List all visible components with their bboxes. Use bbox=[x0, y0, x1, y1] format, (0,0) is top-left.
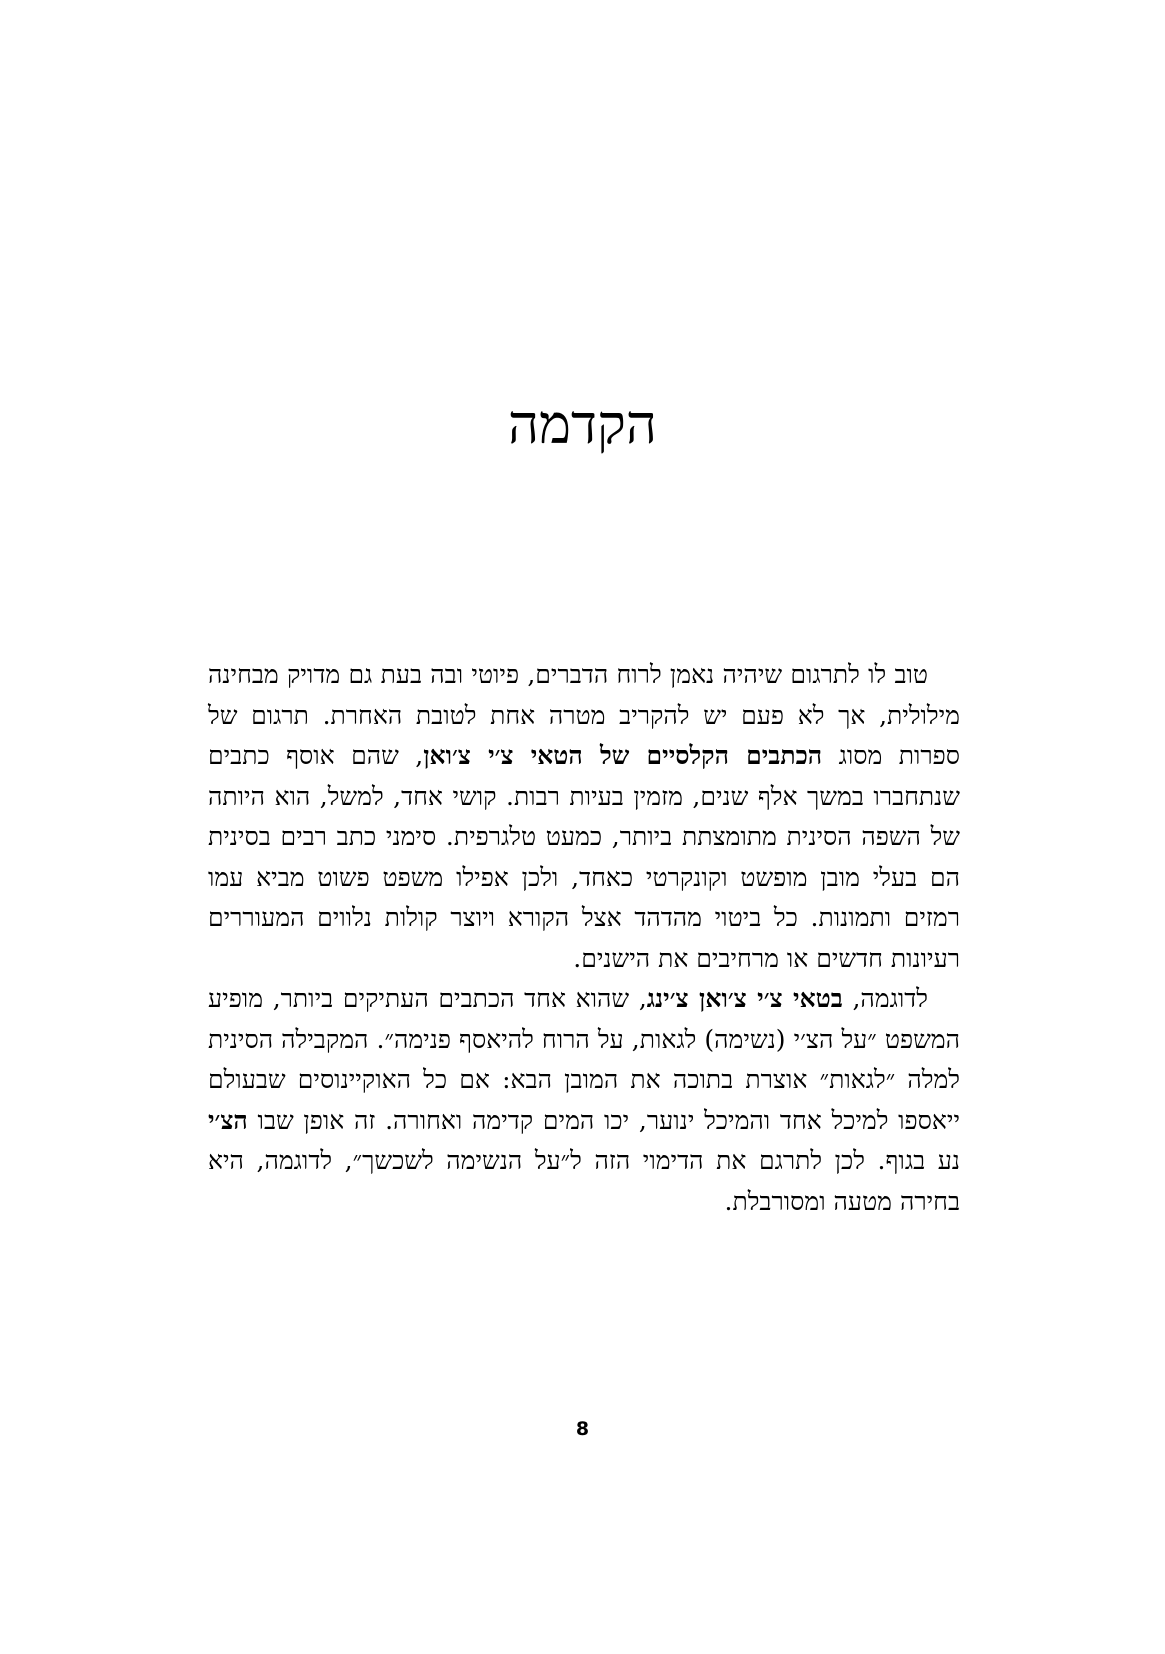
paragraph-1-bold-term: הכתבים הקלסיים של הטאי צ׳י צ׳ואן bbox=[423, 741, 823, 770]
paragraph-2-text-1: לדוגמה, bbox=[842, 984, 928, 1013]
paragraph-2-text-2: , שהוא אחד הכתבים העתיקים ביותר, מופיע המשפט ״על הצ׳י (נשימה) לגאות, על הרוח להיאסף פנימה״. המקבילה הסינית למלה ״לגאות״ אוצרת בתוכה את המובן הבא: אם כל האוקיינוסים שבעולם ייאספו למיכל אחד והמיכל ינוער, יכו המים קדימה ואחורה. זה אופן שבו bbox=[208, 984, 960, 1135]
page-title: הקדמה bbox=[507, 393, 657, 456]
paragraph-2-bold-term-2: הצ׳י bbox=[208, 1105, 248, 1135]
paragraph-2 bbox=[208, 979, 960, 1222]
page-number: 8 bbox=[575, 1418, 590, 1440]
body-text bbox=[208, 655, 960, 1222]
paragraph-2-bold-term-1: בטאי צ׳י צ׳ואן צ׳ינג bbox=[646, 984, 843, 1013]
paragraph-2-text-3: נע בגוף. לכן לתרגם את הדימוי הזה ל״על הנשימה לשכשך״, לדוגמה, היא בחירה מטעה ומסורבלת. bbox=[208, 1146, 960, 1216]
paragraph-1-text-2: , שהם אוסף כתבים שנתחברו במשך אלף שנים, מזמין בעיות רבות. קושי אחד, למשל, הוא היותה של השפה הסינית מתומצתת ביותר, כמעט טלגרפית. סימני כתב רבים בסינית הם בעלי מובן מופשט וקונקרטי כאחד, ולכן אפילו משפט פשוט מביא עמו רמזים ותמונות. כל ביטוי מהדהד אצל הקורא ויוצר קולות נלווים המעוררים רעיונות חדשים או מרחיבים את הישנים. bbox=[208, 741, 960, 973]
paragraph-1 bbox=[208, 655, 960, 979]
paragraph-1-text-1: טוב לו לתרגום שיהיה נאמן לרוח הדברים, פיוטי ובה בעת גם מדויק מבחינה מילולית, אך לא פעם יש להקריב מטרה אחת לטובת האחרת. תרגום של ספרות מסוג bbox=[208, 660, 961, 770]
